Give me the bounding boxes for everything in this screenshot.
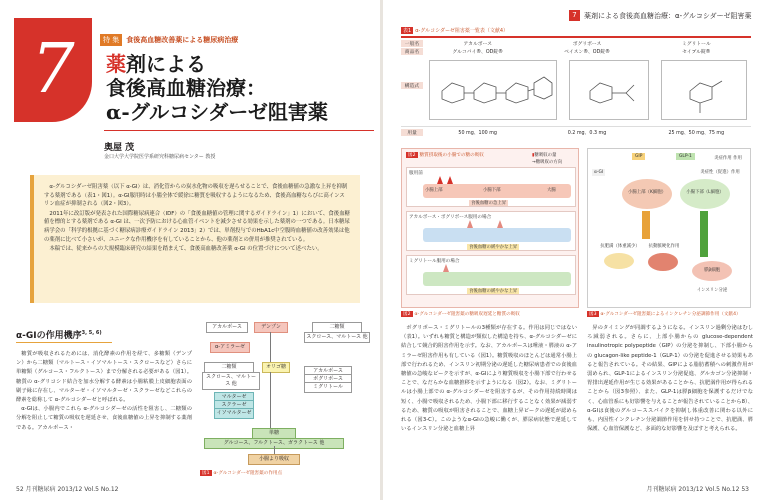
- table-row-label: 商品名: [401, 48, 423, 55]
- title-line-3: α-グルコシダーゼ阻害薬: [106, 100, 328, 124]
- flow-arrow: [270, 332, 271, 362]
- flow-box-monosaccharide: 単糖: [252, 428, 296, 439]
- body-column-right-1: [401, 324, 577, 482]
- flow-box-starch: デンプン: [254, 322, 288, 333]
- figure-3-caption: [587, 311, 741, 317]
- body-column-right-2: [587, 324, 753, 482]
- figure-2-label-text: 糖質摂取後の小腸での糖の吸収: [419, 153, 484, 158]
- section-heading-refs: 3, 5, 6): [81, 330, 102, 336]
- lane-label: ミグリトール服用の場合: [409, 259, 460, 264]
- figure-1-caption-text: α-グルコシダーゼ阻害薬の作用点: [213, 471, 283, 476]
- flow-arrow: [274, 446, 275, 454]
- intestine-shape: [423, 228, 571, 242]
- table-cell: グルコバイ®、OD錠®: [452, 50, 503, 55]
- absorption-arrow-icon: [437, 176, 443, 184]
- body-paragraph: α-GIは、小腸内でこれら α-グルコシダーゼの活性を阻害し、二糖類の分解を阻止して糖質の吸収を遅延させ、食後血糖値の上昇を抑制する薬剤である。アカルボース・: [16, 406, 192, 431]
- body-paragraph: 糖質が吸収されるためには、消化酵素の作用を経て、多糖類（デンプン）から二糖類（マルトース・イソマルトース・スクロースなど）さらに単糖類（グルコース・フルクトース）まで分解される必要がある（図1）。糖質の α-グリコシド結合を加水分解する酵素は小腸粘膜上皮細胞表面の刷子縁に存在し、マルターゼ・イソマルターゼ・スクラーゼなどこれらの酵素を総称して α-グルコシダーゼと呼ばれる。: [16, 351, 192, 404]
- chapter-number: 7: [31, 30, 75, 109]
- legend-arrow-icon: →: [532, 160, 536, 165]
- table-row: [401, 126, 751, 136]
- anti-obesity-label: 抗肥満（体重減少）: [600, 244, 640, 249]
- absorption-arrow-icon: [447, 176, 453, 184]
- section-heading: [16, 328, 102, 341]
- table-cell: 50 mg、100 mg: [458, 131, 497, 136]
- gip-label: GIP: [632, 153, 645, 160]
- heart-shape: [648, 253, 678, 271]
- flow-box-acarbose: アカルボース: [206, 322, 248, 333]
- flow-box-sucrase: スクラーゼ: [214, 400, 254, 411]
- figure-1-flow-diagram: [200, 320, 372, 480]
- flow-box-oligo: オリゴ糖: [262, 362, 290, 373]
- structure-acarbose-drawing: [430, 61, 558, 121]
- figure-2-lane-acarbose: [406, 211, 576, 251]
- feature-tag-label: 特 集: [100, 34, 122, 46]
- lane-label: アカルボース・ボグリボース服用の場合: [409, 215, 492, 220]
- left-page: [0, 0, 380, 500]
- flow-box-amylase: α-アミラーゼ: [210, 342, 250, 353]
- abstract-paragraph: α-グルコシダーゼ阻害薬（以下 α-GI）は、消化管からの炭水化物の吸収を遅らせることで、食後血糖値の急激な上昇を抑制する薬剤である（表1・図1）。α-GI服用時は小腸全体で緩徐に糖質を吸収するようになるため、食後高血糖ならびに高インスリン血症が抑制される（図2・図3）。: [44, 184, 348, 208]
- flow-box-maltase: マルターゼ: [214, 392, 254, 403]
- glp1-label: GLP-1: [676, 153, 695, 160]
- table-cell: ボグリボース: [572, 42, 602, 47]
- gip-arrow-icon: [642, 211, 650, 239]
- structure-acarbose: [429, 60, 557, 120]
- article-title: [106, 52, 328, 124]
- glucose-gradual-label: 食後血糖の緩やかな上昇: [469, 245, 518, 250]
- adipose-shape: [604, 253, 634, 269]
- title-rule: [104, 130, 374, 131]
- table-cell: セイブル錠®: [682, 50, 711, 55]
- flow-box-sucrose: スクロース、マルトース 他: [202, 372, 260, 390]
- body-column-left: [16, 350, 192, 480]
- absorption-arrow-icon: [443, 264, 449, 272]
- figure-3-caption-text: α-グルコシダーゼ阻害薬によるインクレチン分泌調節作用（文献4）: [600, 312, 741, 317]
- glucose-spike-label: 食後血糖の急上昇: [471, 201, 507, 206]
- figure-2-legend-direction-text: 糖吸収の方向: [535, 160, 563, 165]
- lower-intestine-label: 小腸下部（L細胞）: [686, 190, 724, 195]
- upper-intestine-label: 小腸上部（K細胞）: [627, 190, 666, 195]
- flow-box-acarbose-2: アカルボース: [304, 366, 352, 377]
- intestine-part-label: 小腸下部: [483, 188, 501, 193]
- figure-2-caption-text: α-グルコシダーゼ阻害薬の糖吸収遅延と糖質の吸収: [414, 312, 520, 317]
- flow-arrow: [270, 372, 271, 428]
- table-row-label: 一般名: [401, 40, 423, 47]
- right-page: [383, 0, 763, 500]
- table-cell: ベイスン®、OD錠®: [564, 50, 610, 55]
- figure-2-legend-amount-text: 糖吸収の量: [534, 153, 557, 158]
- table-cell: 25 mg、50 mg、75 mg: [668, 131, 725, 136]
- figure-1-caption: [200, 470, 282, 476]
- legend-red-bar-icon: ▮: [532, 153, 535, 158]
- author-name: 奥屋 茂: [104, 143, 135, 153]
- figure-2-legend-amount: [532, 152, 556, 158]
- table-row-label: 用量: [401, 129, 423, 136]
- lane-label: 服用前: [409, 171, 423, 176]
- flow-box-absorption: 小腸より吸収: [248, 454, 300, 465]
- running-header: [569, 10, 752, 21]
- fig3-legend: 炎症作用 作用: [714, 156, 742, 161]
- figure-2-legend-direction: [532, 159, 562, 165]
- flow-box-voglibose: ボグリボース: [304, 374, 352, 385]
- absorption-arrow-icon: [497, 220, 503, 228]
- pancreas-label: 膵β細胞: [704, 268, 720, 273]
- flow-box-disaccharide-top: 二糖類: [312, 322, 362, 333]
- table-row-label: 構造式: [401, 82, 423, 89]
- chapter-badge: [14, 18, 92, 122]
- anti-atherosclerosis-label: 抗動脈硬化作用: [648, 244, 680, 249]
- author-affiliation: 金口大学大学院医学系研究科糖尿病センター 教授: [104, 154, 216, 160]
- figure-2-label-num: 図2: [408, 153, 416, 158]
- title-line-1: [106, 52, 328, 76]
- structure-voglibose-drawing: [570, 61, 650, 121]
- table-1-title-text: α-グルコシダーゼ阻害薬一覧表（文献4）: [415, 28, 509, 34]
- table-cell: ミグリトール: [681, 42, 711, 47]
- incretin-effect-label: 炎症性（促進）作用: [700, 170, 740, 175]
- absorption-arrow-icon: [467, 220, 473, 228]
- abstract-paragraph: 本稿では、従来からの大規模臨床研究の結果を踏まえて、食後高血糖改善薬 α-GI の位置づけについて述べたい。: [49, 246, 323, 253]
- intestine-part-label: 小腸上部: [425, 188, 443, 193]
- structure-miglitol-drawing: [662, 61, 748, 121]
- flow-box-isomaltase: イソマルターゼ: [214, 408, 254, 419]
- body-paragraph: 昇のタイミングが同調するようになる。インスリン過剰分泌はむしろ減弱される。さらに、上部小腸からの glucose-dependent insulinotropic polypeptide（GIP）の分泌を抑制し、下部小腸からの glucagon-like peptide-1（GLP-1）の分泌を促進させる効果もあると報告されている。その結果、GIPによる脂肪蓄積への刺激作用が弱められ、GLP-1によるインスリン分泌促進、グルカゴン分泌抑制・胃排出遅延作用が生じる効果があることから、抗肥満作用が得られることから（図3参照）、また、GLP-1は膵β細胞を保護するだけでなく、心血管系にも好影響を与えることが報告されていることから8）、α-GIは食後のグルコーススパイクを抑制し体重改善に関わる以外にも、内因性インクレチン分泌調節作用を併せ持つことで、抗肥満、膵保護、心血管保護など、多面的な好影響を及ぼすと考えられる。: [587, 325, 753, 433]
- figure-3: [587, 148, 751, 308]
- structure-voglibose: [569, 60, 649, 120]
- intestine-part-label: 大腸: [547, 188, 556, 193]
- glp1-arrow-icon: [700, 211, 708, 257]
- section-heading-text: α-GIの作用機序: [16, 331, 82, 341]
- feature-tag-text: 食後高血糖改善薬による糖尿病治療: [126, 36, 239, 44]
- abstract-paragraph: 2011年に改訂版が発表された国際糖尿病連合（IDF）の「食後血糖値の管理に関するガイドライン」1）において、食後血糖値を標的とする薬剤である α-GI は、一次予防における心血管イベントを減少させる効果を示した薬剤の一つである。日本糖尿病学会の「科学的根拠に基づく糖尿病診療ガイドライン 2013」2）では、単剤投与でのHbA1c中空腹時血糖値の改善効果は他の薬剤に比べて小さいが、ユニークな作用機序を有していることから、他の薬剤との併用が推奨されている。: [44, 210, 350, 243]
- flow-box-disaccharide: 二糖類: [204, 362, 254, 373]
- figure-2-caption: [401, 311, 520, 317]
- title-line-1-rest: 剤による: [126, 52, 206, 76]
- figure-3-caption-num: 図3: [589, 312, 597, 317]
- title-initial: 薬: [106, 52, 126, 76]
- glucose-gradual-label: 食後血糖の緩やかな上昇: [469, 289, 518, 294]
- flow-box-glucose: グルコース、フルクトース、ガラクトース 他: [204, 438, 344, 449]
- table-cell: アカルボース: [463, 42, 492, 47]
- running-header-text: 薬剤による食後高血糖治療：α-グルコシダーゼ阻害薬: [584, 11, 752, 20]
- intestine-shape: [423, 272, 571, 286]
- table-1-num: 表1: [403, 28, 412, 34]
- running-header-num: 7: [569, 10, 580, 21]
- figure-2-label: [406, 152, 484, 158]
- section-heading-rule: [16, 342, 112, 343]
- flow-box-miglitol: ミグリトール: [304, 382, 352, 393]
- structure-miglitol: [661, 60, 747, 120]
- right-page-footer: 月刊糖尿病 2013/12 Vol.5 No.12 53: [646, 486, 749, 493]
- table-row: [401, 48, 751, 55]
- title-line-2: 食後高血糖治療：: [106, 76, 266, 100]
- figure-1-caption-num: 図1: [202, 471, 210, 476]
- flow-box-sucrose-top: スクロース、マルトース 他: [304, 332, 370, 343]
- body-paragraph: ボグリボース・ミグリトールの3種類が存在する。作用は同じではない（表1）。いずれも糖質と構造が類似した構造を持ち、α-グルコシダーゼに結合して競合的阻害作用を示す。なお、アカルボースは唾液・膵液の α-アミラーゼ阻害作用も有している（図1）。糖質吸収のほとんどは通常小腸上部で行われるため、インスリン初期分泌の遅延した糖尿病患者での食後血糖値の急峻なピークを示すが、α-GIにより糖質吸収を小腸下部で行わせることで、なだらかな血糖推移を示すようになる（図2）。なお、ミグリトールは小腸上部での α-グルコシダーゼを阻害するが、その作用持続時間は短く、小腸で吸収されるため、小腸下部に移行することなく効果が減弱するため、糖質の吸収が阻害されることで、血糖上昇ピークの遅延が認められる（図3-C）。このようなα-GIの急峻に働くが、膵尿病状態で遅延しているインスリン分泌と血糖上昇: [401, 325, 577, 433]
- table-1-title: [401, 27, 508, 34]
- abstract-box: [30, 175, 360, 303]
- left-page-footer: 52 月刊糖尿病 2013/12 Vol.5 No.12: [16, 486, 119, 493]
- insulin-secretion-label: インスリン分泌: [696, 288, 728, 293]
- figure-2-lane-miglitol: [406, 255, 576, 295]
- figure-2-lane-before: [406, 167, 576, 207]
- figure-2-caption-num: 図2: [403, 312, 411, 317]
- table-cell: 0.2 mg、0.3 mg: [567, 131, 607, 136]
- table-1: [401, 36, 751, 136]
- table-row: [401, 40, 751, 47]
- figure-2: [401, 148, 579, 308]
- feature-tag: [100, 34, 238, 46]
- alpha-gi-label: α-GI: [594, 170, 604, 175]
